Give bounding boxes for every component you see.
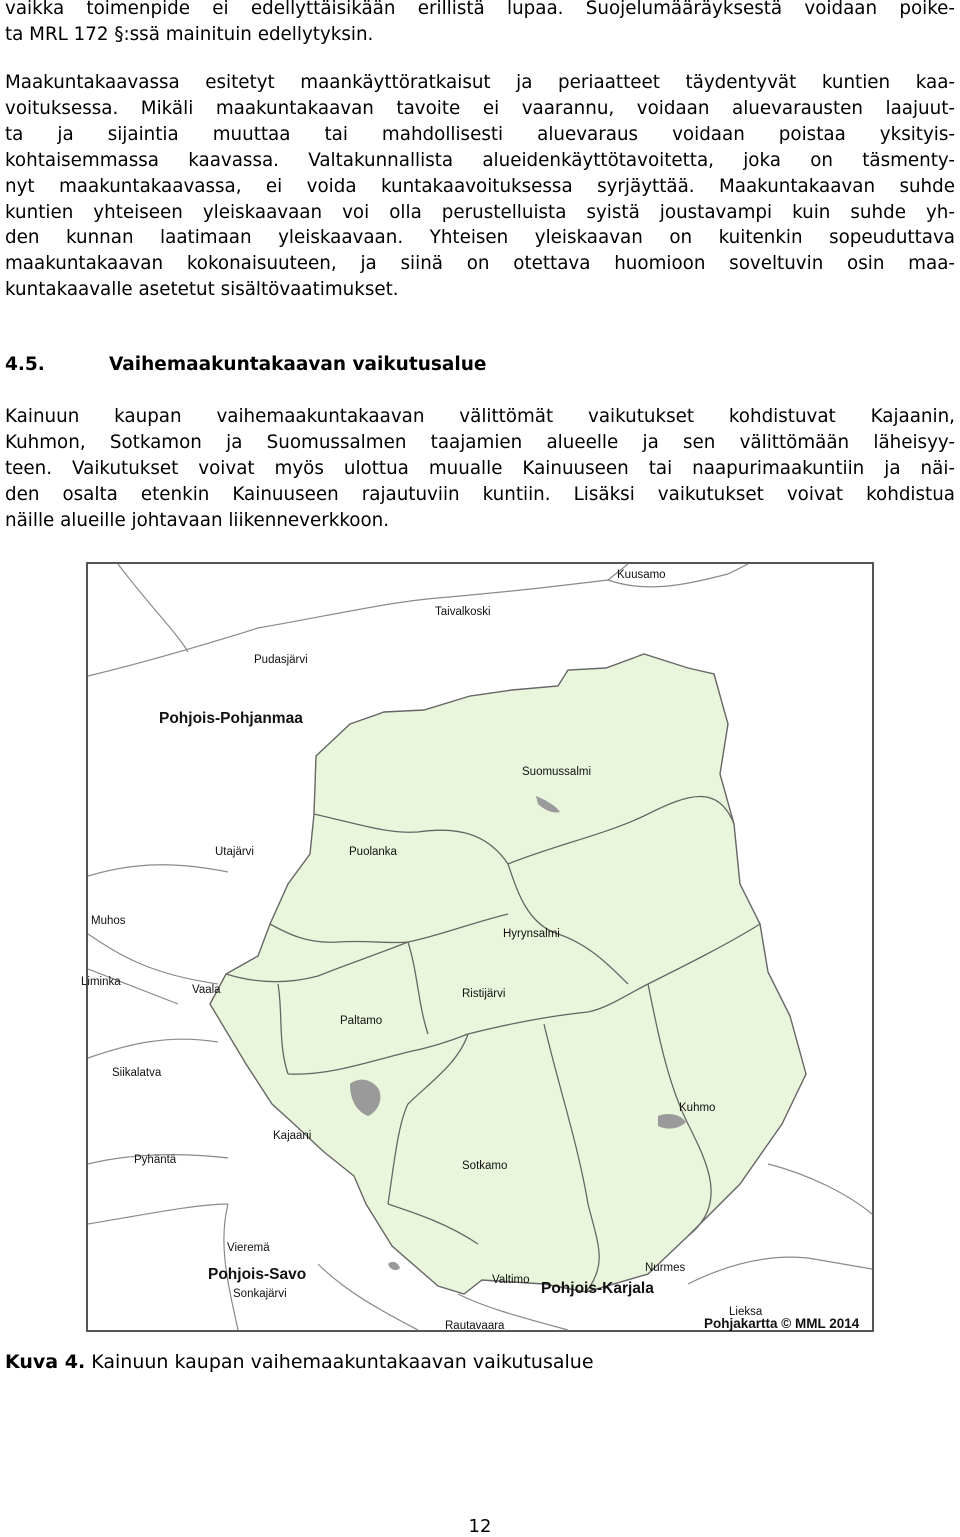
place-label-sotkamo: Sotkamo [462,1160,508,1172]
paragraph-3 [5,404,955,534]
kainuu-region-area [210,654,806,1294]
text-line: kuntakaavalle asetetut sisältövaatimukset. [5,279,399,301]
place-label-suomussalmi: Suomussalmi [522,766,592,778]
text-line: maakuntakaavan kokonaisuuteen, ja siinä on otettava huomioon soveltuvin osin maa- [5,253,955,275]
place-label-ristijarvi: Ristijärvi [462,988,506,1000]
place-label-kuusamo: Kuusamo [617,569,666,581]
place-label-muhos: Muhos [91,915,126,927]
text-line: den osalta etenkin Kainuuseen rajautuviin kuntiin. Lisäksi vaikutukset voivat kohdistua [5,483,955,505]
caption-text: Kainuun kaupan vaihemaakuntakaavan vaikutusalue [85,1351,594,1373]
map-figure [81,562,874,1332]
section-number: 4.5. [5,354,45,375]
text-line: näille alueille johtavaan liikenneverkkoon. [5,509,390,531]
place-label-valtimo: Valtimo [492,1274,530,1286]
figure-caption [5,1351,594,1373]
place-label-liminka: Liminka [81,976,121,988]
place-label-siikalatva: Siikalatva [112,1067,162,1079]
place-label-rautavaara: Rautavaara [445,1320,505,1332]
text-line: kuntien yhteiseen yleiskaavaan voi olla perustelluista syistä joustavampi kuin suhde yh- [5,201,955,223]
place-label-nurmes: Nurmes [645,1262,686,1274]
region-label-pohjois-pohjanmaa: Pohjois-Pohjanmaa [159,710,303,727]
place-label-taivalkoski: Taivalkoski [435,606,491,618]
text-line: Kainuun kaupan vaihemaakuntakaavan välittömät vaikutukset kohdistuvat Kajaanin, [5,406,955,427]
place-label-pyhanta: Pyhäntä [134,1154,177,1166]
paragraph-2 [5,70,955,303]
text-line: vaikka toimenpide ei edellyttäisikään erillistä lupaa. Suojelumääräyksestä voidaan poike- [5,0,955,19]
paragraph-1 [5,0,955,48]
text-line: kohtaisemmassa kaavassa. Valtakunnallista alueidenkäyttötavoitetta, joka on täsmenty- [5,149,955,171]
text-line: teen. Vaikutukset voivat myös ulottua muualle Kainuuseen tai naapurimaakuntiin ja näi- [5,457,955,479]
place-label-puolanka: Puolanka [349,846,397,858]
place-label-vaala: Vaala [192,984,221,996]
map-graphic [88,564,872,1330]
place-label-sonkajarvi: Sonkajärvi [233,1288,287,1300]
text-line: Kuhmon, Sotkamon ja Suomussalmen taajamien alueelle ja sen välittömään läheisyy- [5,431,955,453]
map-credit: Pohjakartta © MML 2014 [704,1316,860,1331]
place-label-pudasjarvi: Pudasjärvi [254,654,308,666]
section-title: Vaihemaakuntakaavan vaikutusalue [109,354,487,375]
text-line: ta ja sijaintia muuttaa tai mahdollisesti aluevaraus voidaan poistaa yksityis- [5,123,955,145]
text-line: den kunnan laatimaan yleiskaavaan. Yhteisen yleiskaavan on kuitenkin sopeuduttava [5,227,955,249]
text-line: nyt maakuntakaavassa, ei voida kuntakaavoituksessa syrjäyttää. Maakuntakaavan suhde [5,175,955,197]
place-label-hyrynsalmi: Hyrynsalmi [503,928,560,940]
region-label-pohjois-karjala: Pohjois-Karjala [541,1280,654,1297]
place-label-kajaani: Kajaani [273,1130,312,1142]
place-label-paltamo: Paltamo [340,1015,383,1027]
caption-label: Kuva 4. [5,1351,86,1373]
text-line: ta MRL 172 §:ssä mainituin edellytyksin. [5,23,374,45]
lake-shape [388,1262,400,1270]
page-number: 12 [468,1516,492,1537]
place-label-lieksa: Lieksa [729,1306,763,1318]
region-label-pohjois-savo: Pohjois-Savo [208,1266,307,1283]
section-heading [5,354,486,375]
place-label-utajarvi: Utajärvi [215,846,254,858]
place-label-vierema: Vieremä [227,1242,270,1254]
text-line: Maakuntakaavassa esitetyt maankäyttöratkaisut ja periaatteet täydentyvät kuntien kaa- [5,72,955,93]
text-line: voituksessa. Mikäli maakuntakaavan tavoite ei vaarannu, voidaan aluevarausten laajuut- [5,97,955,119]
place-label-kuhmo: Kuhmo [679,1102,716,1114]
